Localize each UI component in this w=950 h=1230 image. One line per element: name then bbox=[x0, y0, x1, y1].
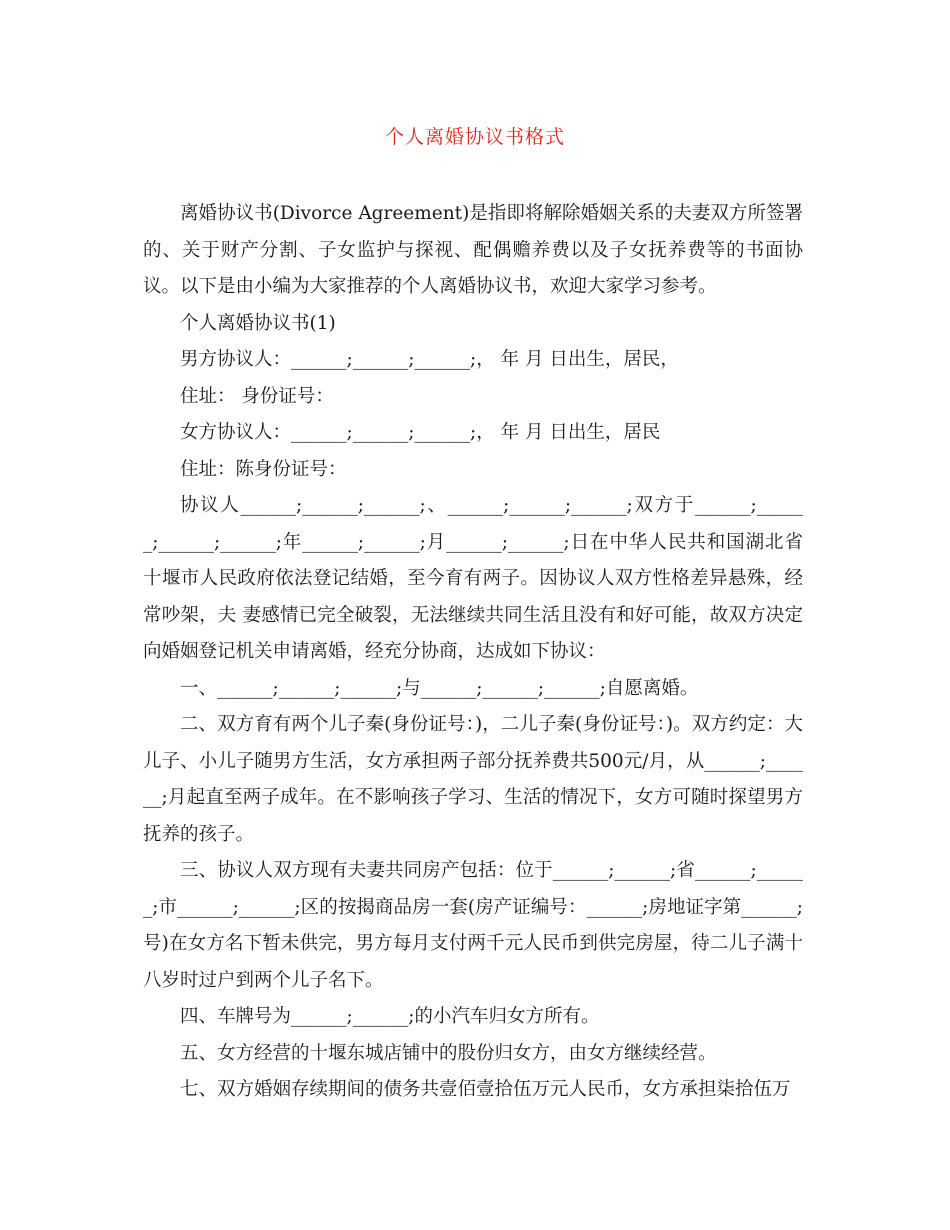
female-address-line: 住址：陈身份证号： bbox=[180, 458, 347, 480]
clause-4: 四、车牌号为______;______;的小汽车归女方所有。 bbox=[180, 1006, 600, 1027]
clause-1: 一、______;______;______;与______;______;______;自愿离婚。 bbox=[180, 677, 699, 699]
marriage-background-paragraph: 协议人______;______;______;、______;______;______;双方于______;______;______;______;年______;______;月______;______;日在中华人民共和国湖北省十堰市人民政府依法登记结婚，至今育有两子。因协议人双方性格差异悬殊，经常吵架，夫 妻感情已完全破裂，无法继续共同生活且没有和好可能，故双方决定向婚姻登记机关申请离婚，经充分协商，达成如下协议： bbox=[143, 495, 803, 662]
male-party-line: 男方协议人：______;______;______;， 年 月 日出生，居民， bbox=[180, 349, 679, 370]
clause-5: 五、女方经营的十堰东城店铺中的股份归女方，由女方继续经营。 bbox=[180, 1042, 717, 1064]
agreement-heading: 个人离婚协议书(1) bbox=[180, 312, 336, 334]
document-title: 个人离婚协议书格式 bbox=[384, 126, 565, 148]
clause-7: 七、双方婚姻存续期间的债务共壹佰壹拾伍万元人民币，女方承担柒拾伍万 bbox=[180, 1079, 791, 1100]
male-address-line: 住址： 身份证号： bbox=[180, 385, 334, 407]
clause-3: 三、协议人双方现有夫妻共同房产包括：位于______;______;省______;______;市______;______;区的按揭商品房一套(房产证编号：______;房地证字第______;号)在女方名下暂未供完，男方每月支付两千元人民币到供完房屋，待二儿子满十八岁时过户到两个儿子名下。 bbox=[143, 860, 803, 991]
document-body bbox=[143, 196, 803, 1109]
female-party-line: 女方协议人：______;______;______;， 年 月 日出生，居民 bbox=[180, 422, 661, 443]
clause-2: 二、双方育有两个儿子秦(身份证号：)，二儿子秦(身份证号：)。双方约定：大儿子、小儿子随男方生活，女方承担两子部分抚养费共500元/月，从______;______;月起直至两子成年。在不影响孩子学习、生活的情况下，女方可随时探望男方抚养的孩子。 bbox=[143, 714, 803, 845]
intro-paragraph: 离婚协议书(Divorce Agreement)是指即将解除婚姻关系的夫妻双方所签署的、关于财产分割、子女监护与探视、配偶赡养费以及子女抚养费等的书面协议。以下是由小编为大家推荐的个人离婚协议书，欢迎大家学习参考。 bbox=[143, 203, 803, 297]
